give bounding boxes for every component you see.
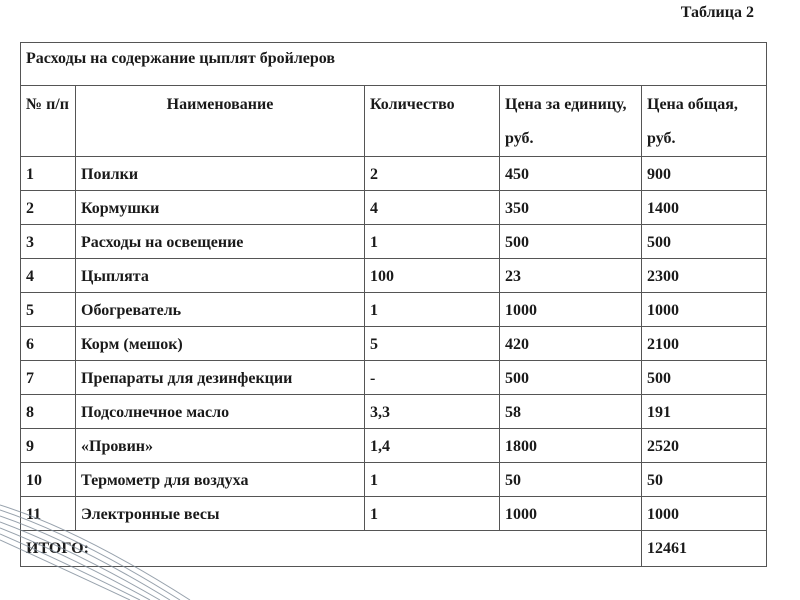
cell-qty: 1	[365, 293, 500, 327]
table-row	[21, 191, 767, 225]
cell-name: Термометр для воздуха	[76, 463, 365, 497]
cell-unit-price: 420	[500, 327, 642, 361]
table-caption: Таблица 2	[680, 4, 754, 21]
cell-qty: 1	[365, 497, 500, 531]
cell-qty: 1,4	[365, 429, 500, 463]
cell-num: 11	[21, 497, 76, 531]
expenses-table	[20, 42, 767, 567]
header-name: Наименование	[76, 86, 365, 157]
cell-total-price: 2100	[642, 327, 767, 361]
cell-total-price: 2520	[642, 429, 767, 463]
table-title-row	[21, 43, 767, 86]
cell-total-price: 500	[642, 225, 767, 259]
cell-unit-price: 58	[500, 395, 642, 429]
cell-qty: 4	[365, 191, 500, 225]
cell-name: «Провин»	[76, 429, 365, 463]
cell-qty: 5	[365, 327, 500, 361]
header-total-price: Цена общая, руб.	[642, 86, 767, 157]
cell-unit-price: 23	[500, 259, 642, 293]
cell-name: Электронные весы	[76, 497, 365, 531]
cell-num: 7	[21, 361, 76, 395]
total-label: ИТОГО:	[21, 531, 642, 567]
cell-num: 5	[21, 293, 76, 327]
table-row	[21, 429, 767, 463]
cell-total-price: 1000	[642, 497, 767, 531]
header-qty: Количество	[365, 86, 500, 157]
table-row	[21, 157, 767, 191]
table-row	[21, 361, 767, 395]
table-row	[21, 327, 767, 361]
cell-unit-price: 1000	[500, 497, 642, 531]
table-row	[21, 225, 767, 259]
table-row	[21, 395, 767, 429]
cell-total-price: 50	[642, 463, 767, 497]
cell-name: Корм (мешок)	[76, 327, 365, 361]
cell-total-price: 1000	[642, 293, 767, 327]
cell-qty: -	[365, 361, 500, 395]
cell-unit-price: 450	[500, 157, 642, 191]
cell-qty: 3,3	[365, 395, 500, 429]
total-row	[21, 531, 767, 567]
cell-num: 1	[21, 157, 76, 191]
cell-unit-price: 500	[500, 225, 642, 259]
table-row	[21, 463, 767, 497]
cell-name: Поилки	[76, 157, 365, 191]
cell-total-price: 1400	[642, 191, 767, 225]
cell-name: Кормушки	[76, 191, 365, 225]
cell-unit-price: 500	[500, 361, 642, 395]
header-num: № п/п	[21, 86, 76, 157]
cell-total-price: 500	[642, 361, 767, 395]
header-row	[21, 86, 767, 157]
cell-num: 3	[21, 225, 76, 259]
cell-name: Подсолнечное масло	[76, 395, 365, 429]
cell-num: 6	[21, 327, 76, 361]
cell-unit-price: 1000	[500, 293, 642, 327]
table-row	[21, 293, 767, 327]
cell-num: 10	[21, 463, 76, 497]
table-title: Расходы на содержание цыплят бройлеров	[21, 43, 767, 86]
cell-num: 4	[21, 259, 76, 293]
cell-name: Расходы на освещение	[76, 225, 365, 259]
cell-qty: 1	[365, 463, 500, 497]
header-unit-price: Цена за единицу, руб.	[500, 86, 642, 157]
cell-unit-price: 1800	[500, 429, 642, 463]
cell-qty: 2	[365, 157, 500, 191]
cell-total-price: 191	[642, 395, 767, 429]
cell-unit-price: 50	[500, 463, 642, 497]
cell-qty: 1	[365, 225, 500, 259]
table-row	[21, 259, 767, 293]
cell-num: 9	[21, 429, 76, 463]
cell-num: 2	[21, 191, 76, 225]
cell-unit-price: 350	[500, 191, 642, 225]
cell-total-price: 2300	[642, 259, 767, 293]
cell-name: Препараты для дезинфекции	[76, 361, 365, 395]
table-row	[21, 497, 767, 531]
total-value: 12461	[642, 531, 767, 567]
cell-num: 8	[21, 395, 76, 429]
cell-qty: 100	[365, 259, 500, 293]
cell-name: Обогреватель	[76, 293, 365, 327]
cell-total-price: 900	[642, 157, 767, 191]
cell-name: Цыплята	[76, 259, 365, 293]
